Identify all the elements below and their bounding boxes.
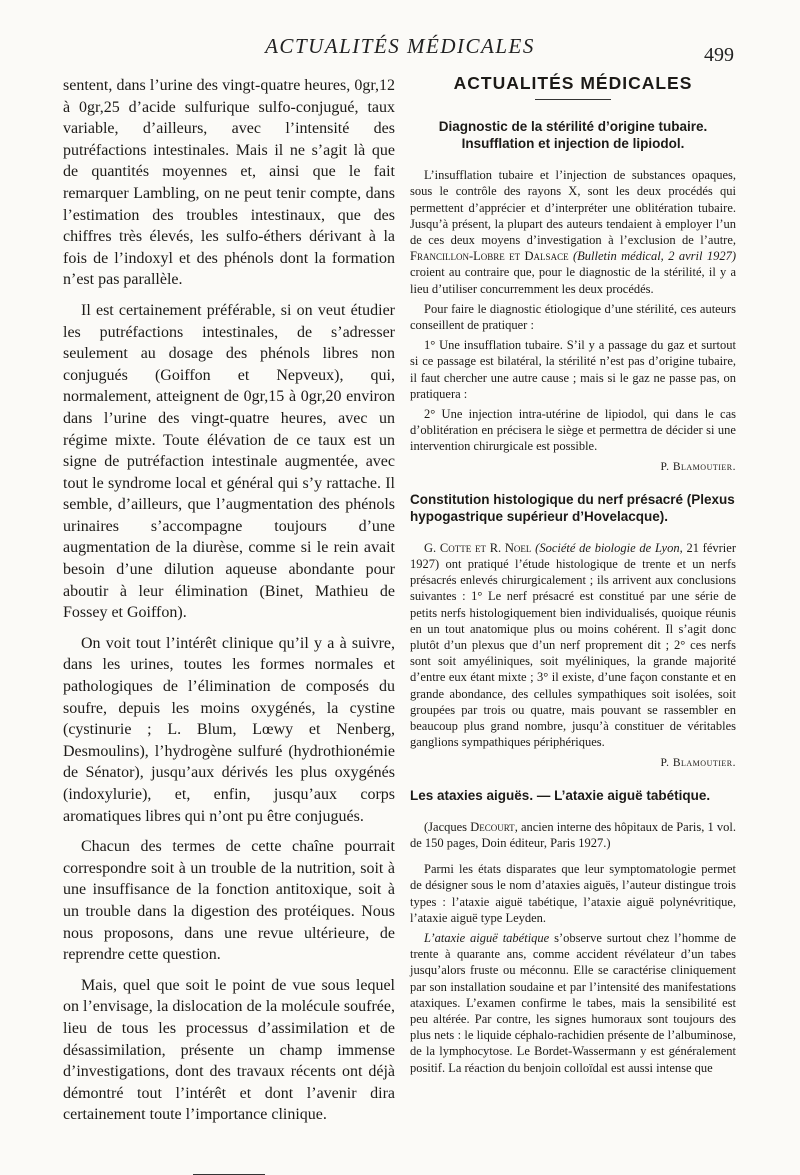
section-title: ACTUALITÉS MÉDICALES <box>453 73 693 93</box>
article-title-acute-ataxia: Les ataxies aiguës. — L’ataxie aiguë tabétique. <box>410 787 711 803</box>
article-title-presacral-nerve: Constitution histologique du nerf présacré (Plexus hypogastrique supérieur d’Hovelacque). <box>410 491 735 524</box>
author-names: G. Cotte et R. Noel <box>424 540 532 555</box>
article-paragraph: 1° Une insufflation tubaire. S’il y a passage du gaz et surtout si ce passage est bilatéral, la stérilité n’est pas d’origine tubaire, il faut chercher une autre cause ; mais si le gaz ne passe pas, on pratiquera : <box>410 338 736 401</box>
text-run: croient au contraire que, pour le diagnostic de la stérilité, il y a lieu d’utiliser concurremment les deux procédés. <box>410 265 736 296</box>
article-title-sterility: Diagnostic de la stérilité d’origine tubaire. Insufflation et injection de lipiodol. <box>438 119 708 152</box>
text-run: L’insufflation tubaire et l’injection de substances opaques, sous le contrôle des rayons X, sont les deux procédés qui permettent d’apprécier et d’interpréter une oblitération tubaire. Jusqu’à présent, la plupart des auteurs tendaient à employer l’un de ces deux moyens d’investigation à l’exclusion de l’autre, <box>410 168 736 248</box>
left-column <box>63 75 395 1175</box>
signature: P. Blamoutier. <box>660 460 736 473</box>
source-citation: (Société de biologie de Lyon, <box>535 540 683 555</box>
italic-term: L’ataxie aiguë tabétique <box>424 930 550 945</box>
source-citation: (Bulletin médical, 2 avril 1927) <box>572 249 737 264</box>
left-paragraph: Il est certainement préférable, si on veut étudier les putréfactions intestinales, de s’adresser seulement au dosage des phénols libres non conjugués (Goiffon et Nepveux), qui, normalement, atteignent de 0gr,15 à 0gr,20 environ dans l’urine des vingt-quatre heures, avec un régime mixte. Toute élévation de ce taux est un signe de putréfaction intestinale augmentée, avec tout le syndrome local et général qui s’y rattache. Il semble, d’ailleurs, que l’augmentation des phénols urinaires s’accompagne toujours d’une augmentation de la diurèse, comme si le rein avait besoin d’une dilution aqueuse abondante pour aboutir à leur élimination (Binet, Mathieu de Fossey et Goiffon). <box>63 301 395 622</box>
text-run: (Jacques <box>424 819 471 834</box>
book-reference <box>410 819 736 851</box>
running-title: ACTUALITÉS MÉDICALES <box>265 34 535 58</box>
article-paragraph: Pour faire le diagnostic étiologique d’une stérilité, ces auteurs conseillent de pratiquer : <box>410 301 736 333</box>
article-paragraph: Parmi les états disparates que leur symptomatologie permet de désigner sous le nom d’ataxies aiguës, l’auteur distingue trois types : l’ataxie aiguë tabétique, l’ataxie aiguë polynévritique, l’ataxie aiguë type Leyden. <box>410 862 736 925</box>
text-run: , ancien interne des hôpitaux de Paris, 1 vol. de 150 pages, Doin éditeur, Paris 1927.) <box>410 819 736 850</box>
section-title-rule <box>535 99 611 100</box>
left-paragraph: Chacun des termes de cette chaîne pourrait correspondre soit à un trouble de la nutrition, soit à une insuffisance de la fonction antitoxique, soit à un trouble dans la digestion des protéiques. Nous nous proposons, dans une revue ultérieure, de reprendre cette question. <box>63 838 395 964</box>
left-paragraph: sentent, dans l’urine des vingt-quatre heures, 0gr,12 à 0gr,25 d’acide sulfurique sulfo-conjugué, taux variable, d’ailleurs, avec l’intensité des putréfactions intestinales. Mais il ne s’agit là que de quantités moyennes et, ainsi que le fait remarquer Lambling, on ne peut tenir compte, dans l’estimation des troubles intestinaux, que des chiffres très élevés, les sulfo-éthers dérivant à la fois de l’indoxyl et des phénols dont la formation n’est pas parallèle. <box>63 77 395 289</box>
page-number: 499 <box>704 44 734 66</box>
running-head <box>0 26 800 66</box>
right-column <box>410 75 736 1080</box>
left-paragraph: Mais, quel que soit le point de vue sous lequel on l’envisage, la dislocation de la molécule soufrée, lieu de tous les processus d’assimilation et de désassimilation, présente un champ immense d’investigations, dont des travaux récents ont déjà démontré tout l’intérêt et dont l’avenir dira certainement toute l’importance clinique. <box>63 976 395 1124</box>
text-run: s’observe surtout chez l’homme de trente à quarante ans, comme accident révélateur d’un tabes jusqu’alors fruste ou méconnu. Elle se caractérise cliniquement par son installation soudaine et par l’intensité des manifestations ataxiques. L’examen confirme le tabes, mais la sensibilité est peu altérée. Par contre, les signes humoraux sont toujours des plus nets : le liquide céphalo-rachidien présente de l’albuminose, de la lymphocytose. Le Bordet-Wassermann y est généralement positif. La réaction du benjoin colloïdal est aussi intense que <box>410 930 736 1075</box>
signature: P. Blamoutier. <box>660 756 736 769</box>
article-paragraph <box>410 930 736 1076</box>
author-names: Francillon-Lobre et Dalsace <box>410 249 569 264</box>
author-names: Decourt <box>470 819 515 834</box>
text-run: 21 février 1927) ont pratiqué l’étude histologique de trente et un nerfs présacrés enlevés chirurgicalement ; ils arrivent aux conclusions suivantes : 1° Le nerf présacré est constitué par une série de petits nerfs histologiquement bien individualisés, quoique réunis en un tout anatomique plus ou moins cohérent. Il s’agit donc plutôt d’un plexus que d’un nerf proprement dit ; 2° ces nerfs sont soit amyéliniques, soit myéliniques, la grande majorité d’entre eux étant mixte ; 3° il existe, d’une façon constante et en grande abondance, des cellules sympathiques soit isolées, soit groupées par trois ou quatre, mais pouvant se rassembler en beaucoup plus grand nombre, jusqu’à constituer de véritables ganglions sympathiques périphériques. <box>410 540 736 750</box>
left-paragraph: On voit tout l’intérêt clinique qu’il y a à suivre, dans les urines, toutes les formes normales et pathologiques de l’élimination de composés du soufre, depuis les moins oxygénés, la cystine (cystinurie ; L. Blum, Lœwy et Nenberg, Desmoulins), l’hydrogène sulfuré (hydrothionémie de Sénator), jusqu’aux dérivés les plus oxygénés (indoxylurie), et, enfin, jusqu’aux corps aromatiques libres qui n’ont pu être conjugués. <box>63 634 395 825</box>
article-paragraph <box>410 167 736 297</box>
article-paragraph: 2° Une injection intra-utérine de lipiodol, qui dans le cas d’oblitération en précisera le siège et permettra de décider si une intervention chirurgicale est possible. <box>410 407 736 454</box>
article-paragraph <box>410 540 736 751</box>
